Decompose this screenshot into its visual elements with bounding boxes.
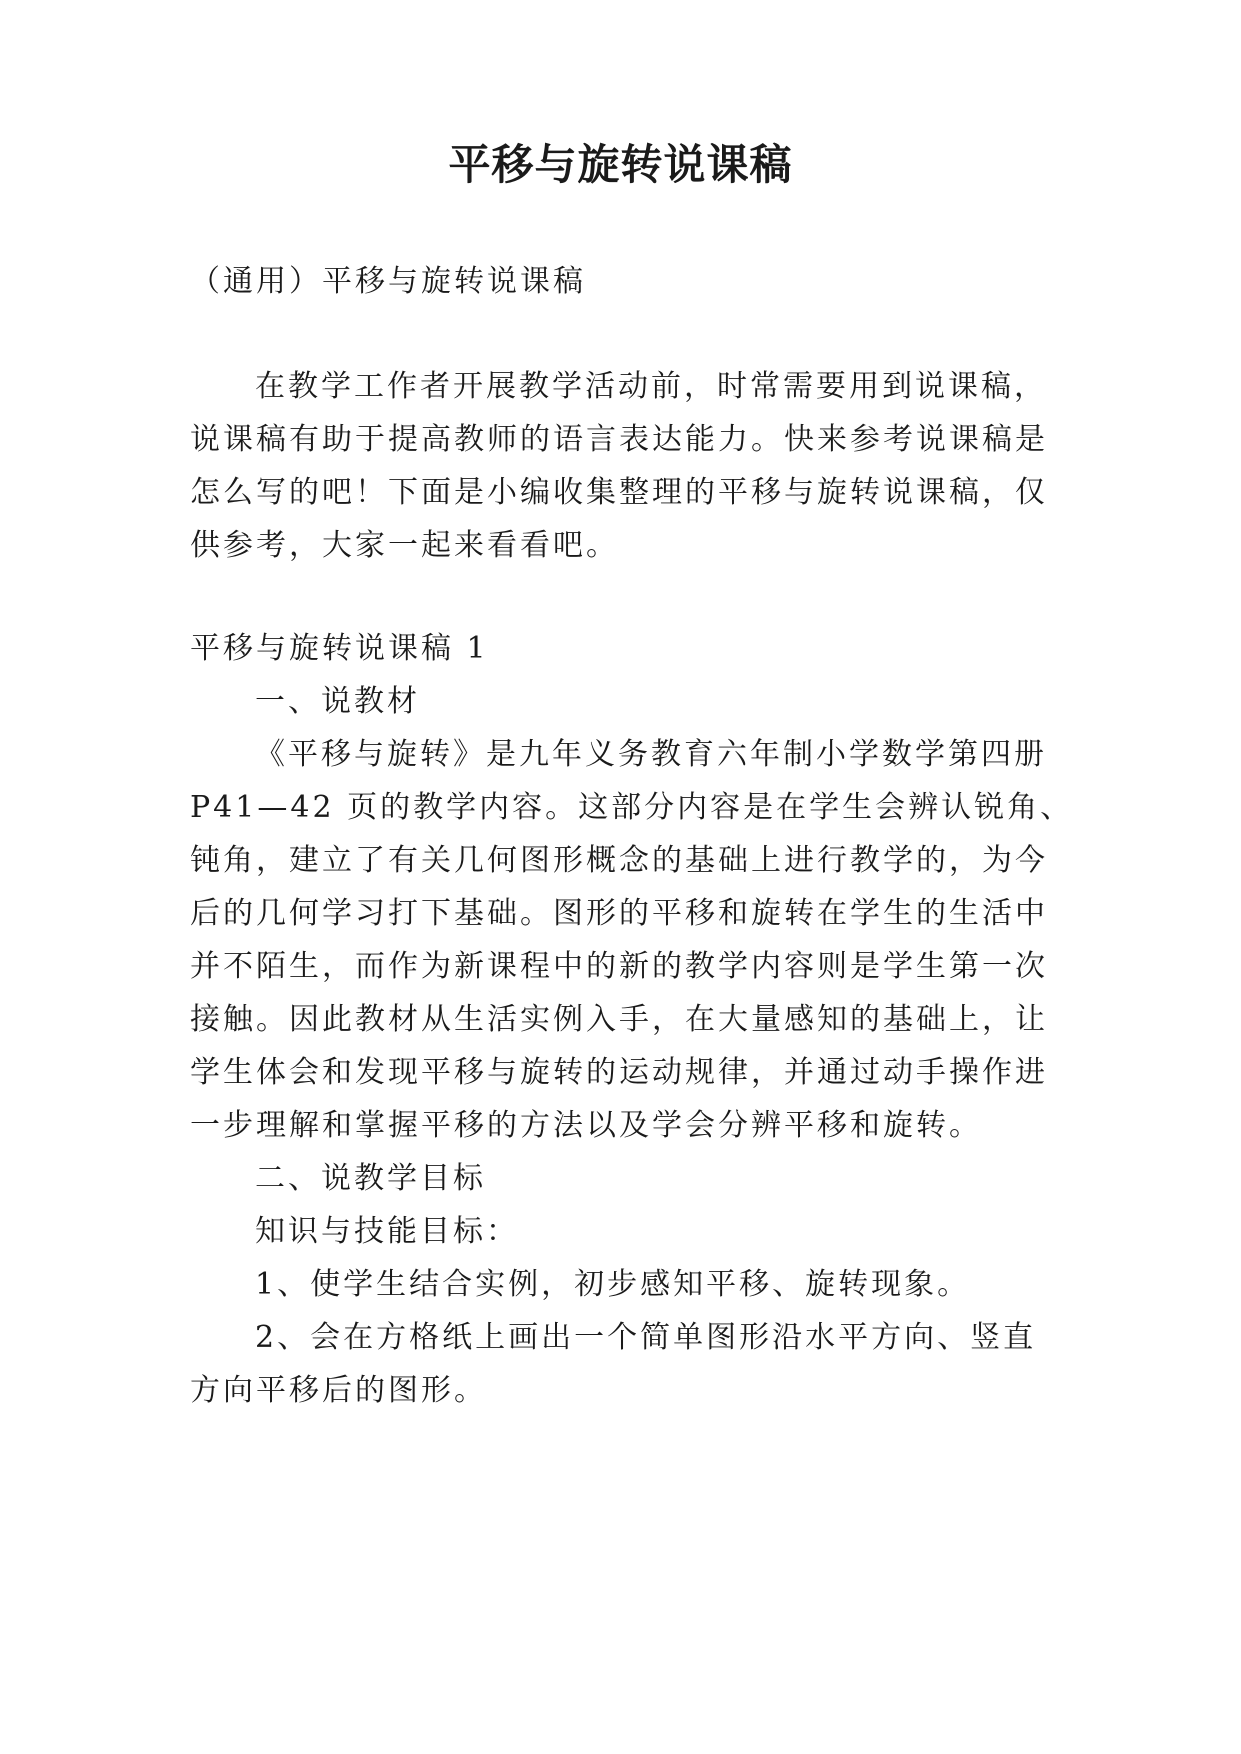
intro-line-4: 供参考，大家一起来看看吧。 (190, 528, 619, 563)
part2-heading: 二、说教学目标 (255, 1161, 486, 1196)
intro-line-3: 怎么写的吧！下面是小编收集整理的平移与旋转说课稿，仅 (190, 475, 1048, 510)
part1-line-7: 学生体会和发现平移与旋转的运动规律，并通过动手操作进 (190, 1055, 1048, 1090)
part1-heading: 一、说教材 (255, 684, 420, 719)
part1-line-6: 接触。因此教材从生活实例入手，在大量感知的基础上，让 (190, 1002, 1048, 1037)
part1-line-8: 一步理解和掌握平移的方法以及学会分辨平移和旋转。 (190, 1108, 982, 1143)
part1-line-2: P41—42 页的教学内容。这部分内容是在学生会辨认锐角、 (190, 790, 1074, 825)
section-heading: 平移与旋转说课稿 1 (190, 631, 489, 666)
document-subtitle: （通用）平移与旋转说课稿 (190, 264, 586, 299)
intro-line-1: 在教学工作者开展教学活动前，时常需要用到说课稿， (255, 369, 1047, 404)
goal-heading: 知识与技能目标： (255, 1214, 519, 1249)
part1-line-4: 后的几何学习打下基础。图形的平移和旋转在学生的生活中 (190, 896, 1048, 931)
goal-1: 1、使学生结合实例，初步感知平移、旋转现象。 (255, 1267, 971, 1302)
intro-line-2: 说课稿有助于提高教师的语言表达能力。快来参考说课稿是 (190, 422, 1048, 457)
part1-line-5: 并不陌生，而作为新课程中的新的教学内容则是学生第一次 (190, 949, 1048, 984)
part1-line-1: 《平移与旋转》是九年义务教育六年制小学数学第四册 (255, 737, 1047, 772)
part1-line-3: 钝角，建立了有关几何图形概念的基础上进行教学的，为今 (190, 843, 1048, 878)
goal-2-line-2: 方向平移后的图形。 (190, 1373, 487, 1408)
document-title: 平移与旋转说课稿 (448, 140, 793, 189)
goal-2-line-1: 2、会在方格纸上画出一个简单图形沿水平方向、竖直 (255, 1320, 1037, 1355)
